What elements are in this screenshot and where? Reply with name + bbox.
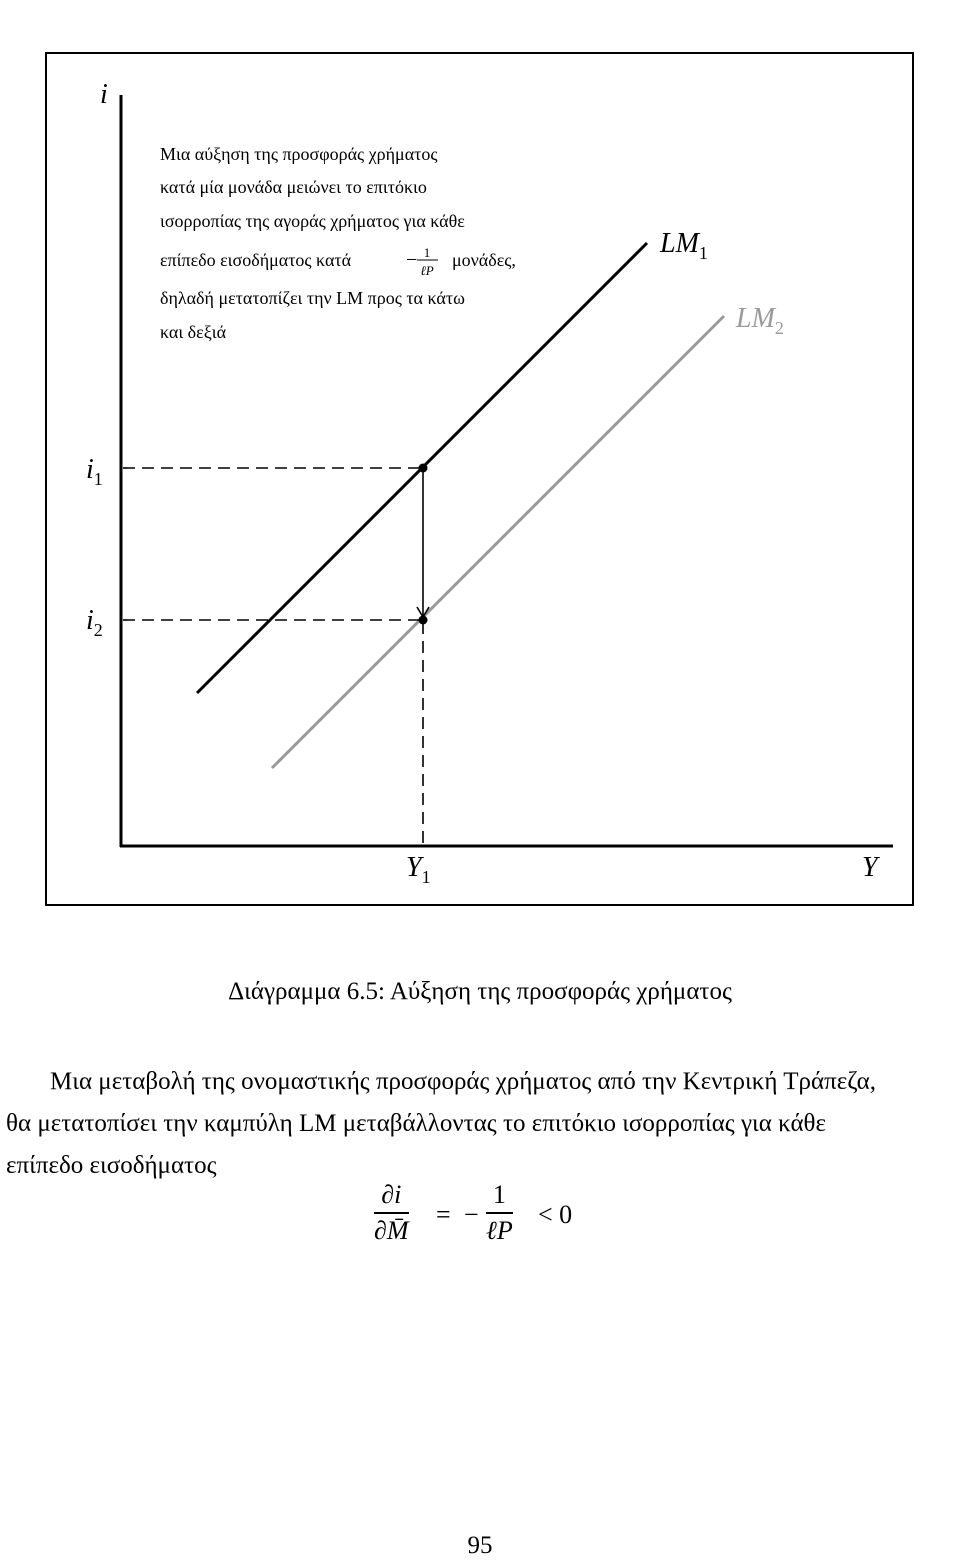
annotation-line-2: κατά μία μονάδα μειώνει το επιτόκιο <box>160 177 427 197</box>
y1-tick-label: $Y_1$ <box>406 852 431 887</box>
lhs-numerator: ∂i <box>374 1180 409 1214</box>
equation <box>370 1180 610 1260</box>
rhs-denominator: ℓP <box>486 1216 513 1245</box>
lm2-curve <box>272 316 724 768</box>
equals-sign: = <box>436 1200 451 1229</box>
equilibrium-point-2 <box>419 616 428 625</box>
annotation-line-3: ισορροπίας της αγοράς χρήματος για κάθε <box>160 211 465 231</box>
rhs-numerator: 1 <box>486 1180 513 1214</box>
annotation-fraction-numerator: 1 <box>423 245 431 260</box>
paragraph-line-3: επίπεδο εισοδήματος <box>6 1152 217 1179</box>
annotation-line-1: Μια αύξηση της προσφοράς χρήματος <box>160 144 438 164</box>
i1-tick-label: $i_1$ <box>86 454 103 489</box>
lhs-fraction <box>374 1180 409 1246</box>
rhs-fraction <box>486 1180 513 1246</box>
i2-tick-label: $i_2$ <box>86 605 103 640</box>
equilibrium-point-1 <box>419 464 428 473</box>
annotation-line-6: και δεξιά <box>160 322 227 342</box>
annotation-fraction-denominator: ℓP <box>420 263 434 278</box>
annotation-line-4b: μονάδες, <box>452 250 516 270</box>
y-axis-label: i <box>100 79 108 110</box>
page-number: 95 <box>467 1532 493 1559</box>
minus-sign: − <box>464 1200 479 1229</box>
annotation-line-4: επίπεδο εισοδήματος κατά <box>160 250 352 270</box>
paragraph-line-2: θα μετατοπίσει την καμπύλη LM μεταβάλλοντας το επιτόκιο ισορροπίας για κάθε <box>6 1110 827 1137</box>
annotation-line-5: δηλαδή μετατοπίζει την LM προς τα κάτω <box>160 288 465 308</box>
inequality: < 0 <box>538 1200 573 1229</box>
lm2-label: $LM_2$ <box>736 303 784 338</box>
paragraph-line-1: Μια μεταβολή της ονομαστικής προσφοράς χρήματος από την Κεντρική Τράπεζα, <box>50 1068 876 1095</box>
annotation-fraction-sign: − <box>406 249 418 271</box>
lhs-denominator: ∂M̄ <box>374 1216 409 1245</box>
figure-caption: Διάγραμμα 6.5: Αύξηση της προσφοράς χρήματος <box>228 978 732 1005</box>
lm1-label: $LM_1$ <box>660 228 708 263</box>
x-axis-label: Y <box>862 852 878 883</box>
annotation-text <box>160 144 516 342</box>
